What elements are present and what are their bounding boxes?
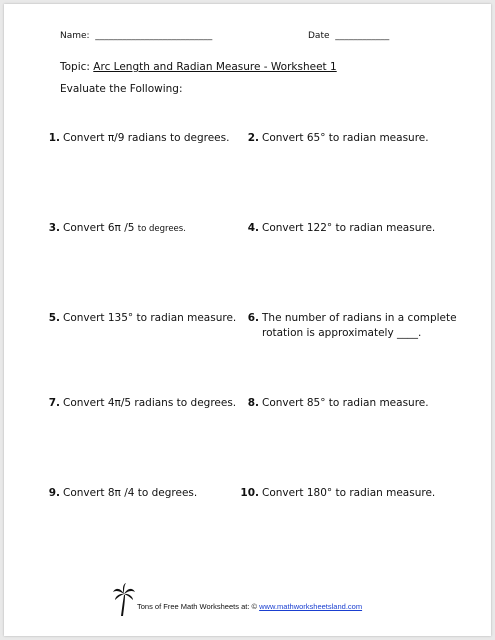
question-number: 9.: [48, 487, 60, 499]
question-number: 10.: [240, 487, 259, 499]
question-text: Convert 122° to radian measure.: [262, 222, 436, 234]
question-text: Convert π/9 radians to degrees.: [63, 132, 230, 144]
question-number: 6.: [247, 312, 259, 324]
question-text: Convert 85° to radian measure.: [262, 397, 429, 409]
question-number: 3.: [48, 222, 60, 234]
question-text-small: to degrees.: [137, 224, 186, 234]
question-text-line-2: rotation is approximately ____.: [262, 327, 422, 339]
question-text: Convert 4π/5 radians to degrees.: [63, 397, 237, 409]
question-text: Convert 65° to radian measure.: [262, 132, 429, 144]
footer-link[interactable]: www.mathworksheetsland.com: [259, 602, 363, 611]
date-field-label: Date ____________: [308, 31, 390, 41]
question-text-main: Convert 6π /5: [63, 222, 138, 234]
topic-line: [60, 61, 337, 73]
topic-label: Topic:: [60, 61, 94, 73]
question-number: 5.: [48, 312, 60, 324]
question-number: 4.: [247, 222, 259, 234]
question-text: Convert 8π /4 to degrees.: [63, 487, 198, 499]
question-number: 8.: [247, 397, 259, 409]
footer-text: Tons of Free Math Worksheets at: ©: [137, 602, 260, 611]
question-number: 1.: [48, 132, 60, 144]
footer: [137, 602, 362, 611]
question-text: Convert 180° to radian measure.: [262, 487, 436, 499]
question-6: [239, 311, 479, 341]
worksheet-page: [4, 4, 491, 636]
question-number: 7.: [48, 397, 60, 409]
question-text: Convert 135° to radian measure.: [63, 312, 237, 324]
topic-title: Arc Length and Radian Measure - Worksheet 1: [93, 61, 337, 73]
question-text-line-1: The number of radians in a complete: [262, 312, 457, 324]
question-text: [63, 221, 186, 236]
name-field-label: Name: __________________________: [60, 31, 213, 41]
question-number: 2.: [247, 132, 259, 144]
palm-tree-icon: [113, 583, 135, 617]
instructions: Evaluate the Following:: [60, 83, 183, 95]
